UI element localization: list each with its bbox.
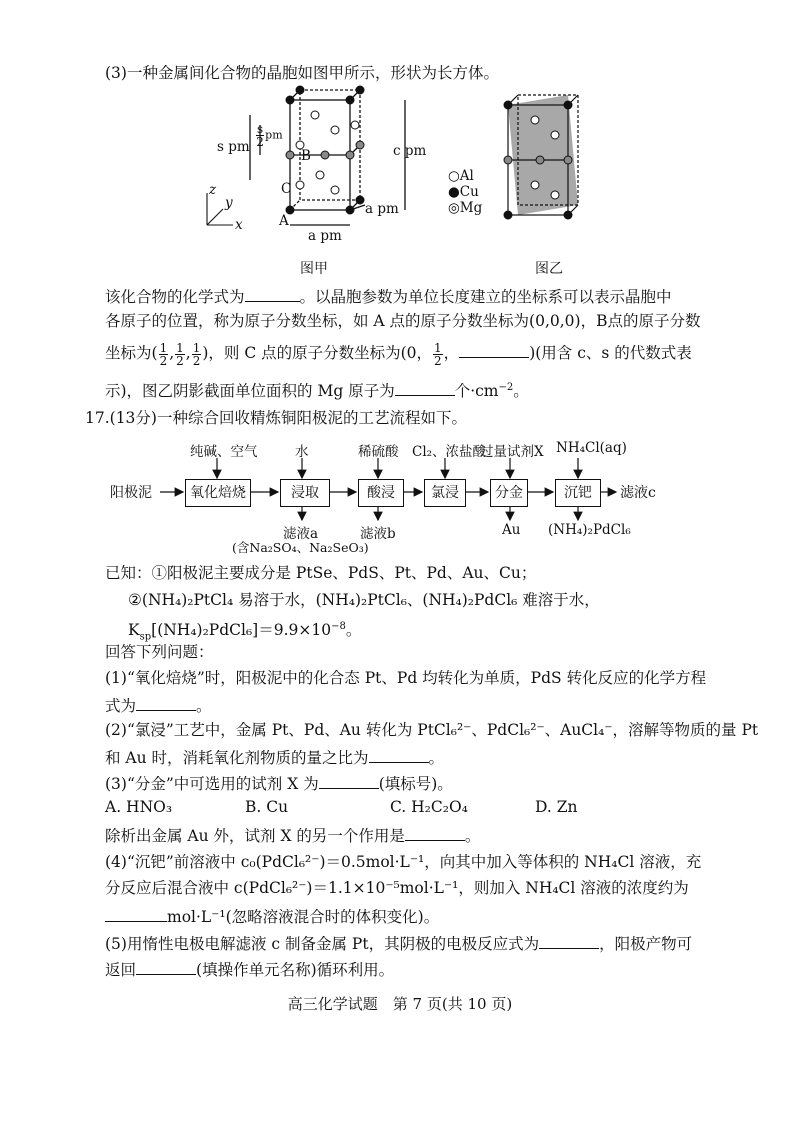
part3-q-line2: 各原子的位置，称为原子分数坐标，如 A 点的原子分数坐标为(0,0,0)，B点的原子分数 [105, 312, 701, 330]
label-s-pm: s pm [217, 139, 250, 155]
output-au: Au [502, 522, 521, 538]
q17-p4-line2: 分反应后混合液中 c(PdCl₆²⁻)＝1.1×10⁻⁵mol·L⁻¹，则加入 NH₄Cl 溶液的浓度约为 [105, 879, 689, 897]
part3-q-line1: 该化合物的化学式为 。以晶胞参数为单位长度建立的坐标系可以表示晶胞中 [105, 285, 672, 307]
output-note: (含Na₂SO₄、Na₂SeO₃) [232, 540, 369, 555]
q17-p3-line1: (3)“分金”中可选用的试剂 X 为 (填标号)。 [105, 772, 453, 794]
answer-blank-p2[interactable] [369, 746, 429, 763]
known-3: $K_{sp}[(NH_4)_2PdCl_6]=9.9\times 10^{-8}$。 [128, 621, 362, 643]
step-chlorine-leaching: 氯浸 [424, 479, 466, 507]
label-a-pm-bottom: a pm [308, 228, 342, 244]
answer-intro: 回答下列问题： [105, 643, 214, 661]
q17-p1-line1: (1)“氧化焙烧”时，阳极泥中的化合态 Pt、Pd 均转化为单质，PdS 转化反应的化学方程 [105, 669, 707, 687]
figure-a [195, 85, 425, 245]
legend-cu: ●Cu [448, 184, 479, 200]
caption-figure-a: 图甲 [300, 261, 328, 277]
input-reagent-x: 过量试剂X [480, 444, 544, 460]
crystal-cell-diagram-a [195, 85, 425, 245]
option-c[interactable]: C. H₂C₂O₄ [390, 798, 468, 816]
axis-z: z [209, 182, 217, 198]
step-pd-precipitation: 沉钯 [555, 479, 601, 507]
option-d[interactable]: D. Zn [535, 798, 578, 816]
part3-intro: (3)一种金属间化合物的晶胞如图甲所示，形状为长方体。 [105, 64, 499, 82]
q17-p2-line2: 和 Au 时，消耗氧化剂物质的量之比为 。 [105, 746, 444, 768]
part3-q-line3: 坐标为( $\frac{1}{2}$ , $\frac{1}{2}$ , $\frac{1}{2}$ )，则 C 点的原子分数坐标为(0， $\frac{1}{2}$ ， )(用含 c、s 的代数式表 [105, 340, 692, 368]
known-2: ②(NH₄)₂PtCl₄ 易溶于水，(NH₄)₂PtCl₆、(NH₄)₂PdCl₆ 难溶于水， [128, 591, 600, 609]
label-c-pm: c pm [393, 143, 427, 159]
answer-blank-p5-unit[interactable] [136, 958, 196, 975]
answer-blank-p3-reagent[interactable] [319, 772, 379, 789]
answer-blank-p3-role[interactable] [405, 824, 465, 841]
option-a[interactable]: A. HNO₃ [105, 798, 173, 816]
answer-blank-c-coordinate[interactable] [459, 341, 529, 358]
input-nh4cl: NH₄Cl(aq) [556, 440, 627, 456]
q17-p5-line1: (5)用惰性电极电解滤液 c 制备金属 Pt，其阴极的电极反应式为 ，阳极产物可 [105, 932, 692, 954]
option-b[interactable]: B. Cu [245, 798, 289, 816]
input-soda-air: 纯碱、空气 [190, 444, 258, 460]
label-A: A [279, 213, 289, 229]
legend-mg: ◎Mg [448, 200, 483, 216]
output-nh4-pdcl6: (NH₄)₂PdCl₆ [548, 522, 631, 538]
label-B: B [301, 148, 311, 164]
figure-b [500, 90, 590, 220]
output-filtrate-b: 滤液b [360, 526, 396, 542]
answer-blank-p1[interactable] [136, 694, 196, 711]
process-flow [0, 430, 800, 555]
q17-p4-line3: mol·L⁻¹(忽略溶液混合时的体积变化)。 [105, 905, 439, 927]
step-leaching: 浸取 [280, 479, 330, 507]
step-acid-leaching: 酸浸 [358, 479, 404, 507]
step-gold-separation: 分金 [490, 479, 528, 507]
q17-title: 17.(13分)一种综合回收精炼铜阳极泥的工艺流程如下。 [85, 409, 467, 427]
input-dilute-sulfuric: 稀硫酸 [358, 444, 399, 460]
axis-x: x [235, 217, 243, 233]
flow-end: 滤液c [620, 485, 656, 501]
caption-figure-b: 图乙 [535, 261, 563, 277]
known-1: 已知：①阳极泥主要成分是 PtSe、PdS、Pt、Pd、Au、Cu； [105, 564, 537, 582]
legend-al: ○Al [448, 168, 474, 184]
q17-p4-line1: (4)“沉钯”前溶液中 c₀(PdCl₆²⁻)＝0.5mol·L⁻¹，向其中加入等体积的 NH₄Cl 溶液，充 [105, 853, 702, 871]
answer-blank-mg-density[interactable] [395, 379, 455, 396]
page-footer: 高三化学试题 第 7 页(共 10 页) [287, 995, 513, 1013]
label-C: C [281, 181, 292, 197]
q17-p3-options [105, 798, 665, 818]
q17-p3-line2: 除析出金属 Au 外，试剂 X 的另一个作用是 。 [105, 824, 480, 846]
answer-blank-formula[interactable] [245, 285, 300, 302]
q17-p5-line2: 返回 (填操作单元名称)循环利用。 [105, 958, 394, 980]
axis-y: y [225, 195, 233, 211]
label-half-s: $\frac{s}{2}$ pm [256, 122, 283, 149]
input-cl2-hcl: Cl₂、浓盐酸 [412, 444, 487, 460]
step-oxidative-roasting: 氧化焙烧 [185, 479, 251, 507]
crystal-cell-diagram-b [500, 90, 590, 220]
answer-blank-p5-cathode[interactable] [539, 932, 599, 949]
flow-start: 阳极泥 [110, 485, 152, 501]
label-a-pm-side: a pm [365, 201, 399, 217]
q17-p1-line2: 式为 。 [105, 694, 212, 716]
legend [448, 168, 482, 216]
part3-q-line4: 示)，图乙阴影截面单位面积的 Mg 原子为 个$\cdot cm^{-2}$。 [105, 378, 529, 401]
input-water: 水 [295, 444, 309, 460]
q17-p2-line1: (2)“氯浸”工艺中，金属 Pt、Pd、Au 转化为 PtCl₆²⁻、PdCl₆²⁻、AuCl₄⁻，溶解等物质的量 Pt [105, 721, 759, 739]
answer-blank-p4[interactable] [105, 905, 167, 922]
output-filtrate-a: 滤液a [283, 526, 319, 542]
